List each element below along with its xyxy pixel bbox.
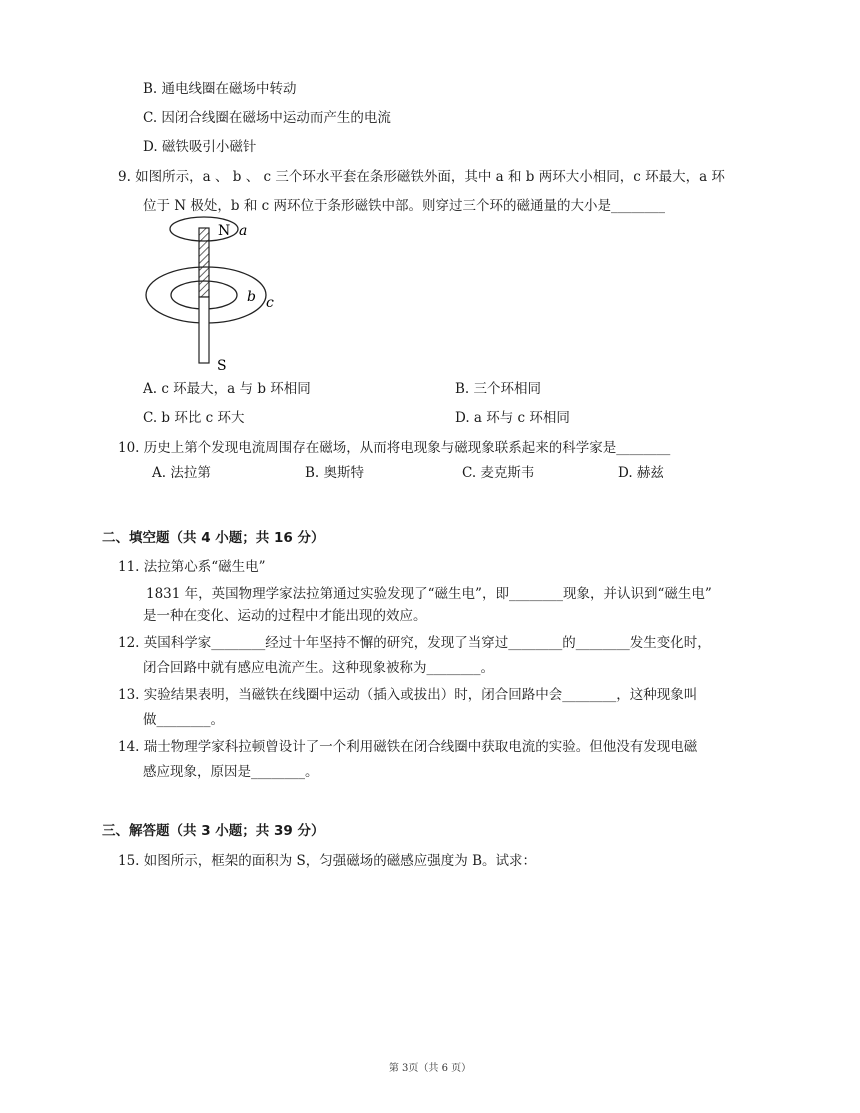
label-c: c [266, 295, 274, 311]
q9-option-d: D. a 环与 c 环相同 [455, 410, 570, 426]
q10-option-c: C. 麦克斯韦 [462, 465, 535, 481]
label-s: S [217, 358, 227, 374]
q9-option-c: C. b 环比 c 环大 [143, 410, 245, 426]
label-a: a [239, 223, 248, 239]
q8-option-d: D. 磁铁吸引小磁针 [143, 139, 257, 155]
section3-heading: 三、解答题（共 3 小题；共 39 分） [102, 823, 325, 839]
q9-stem-line1: 9. 如图所示，a 、 b 、 c 三个环水平套在条形磁铁外面，其中 a 和 b 两环大小相同，c 环最大，a 环 [118, 169, 725, 185]
magnet-n-half [199, 228, 209, 297]
q8-option-b: B. 通电线圈在磁场中转动 [143, 81, 297, 97]
q9-option-a: A. c 环最大，a 与 b 环相同 [143, 381, 311, 397]
label-n: N [218, 223, 231, 239]
q11-stem-line3: 是一种在变化、运动的过程中才能出现的效应。 [143, 608, 427, 624]
q14-stem-line1: 14. 瑞士物理学家科拉顿曾设计了一个利用磁铁在闭合线圈中获取电流的实验。但他没有发现电磁 [118, 739, 698, 755]
q12-stem-line1: 12. 英国科学家________经过十年坚持不懈的研究，发现了当穿过________的________发生变化时， [118, 635, 711, 651]
section2-heading: 二、填空题（共 4 小题；共 16 分） [102, 530, 325, 546]
page-footer: 第 3页（共 6 页） [388, 1063, 472, 1074]
q8-option-c: C. 因闭合线圈在磁场中运动而产生的电流 [143, 110, 391, 126]
q9-option-b: B. 三个环相同 [455, 381, 542, 397]
q10-stem: 10. 历史上第个发现电流周围存在磁场，从而将电现象与磁现象联系起来的科学家是________ [118, 440, 671, 456]
q10-option-d: D. 赫兹 [618, 465, 664, 481]
label-b: b [247, 289, 256, 305]
q11-stem-line2: 1831 年，英国物理学家法拉第通过实验发现了“磁生电”，即________现象，并认识到“磁生电” [146, 586, 712, 602]
q10-option-b: B. 奥斯特 [305, 465, 365, 481]
q11-stem-line1: 11. 法拉第心系“磁生电” [118, 559, 266, 575]
q12-stem-line2: 闭合回路中就有感应电流产生。这种现象被称为________。 [143, 660, 494, 676]
q15-stem: 15. 如图所示，框架的面积为 S，匀强磁场的磁感应强度为 B。试求： [118, 853, 537, 869]
q9-stem-line2: 位于 N 极处，b 和 c 两环位于条形磁铁中部。则穿过三个环的磁通量的大小是________ [143, 198, 665, 214]
q10-option-a: A. 法拉第 [152, 465, 211, 481]
q14-stem-line2: 感应现象，原因是________。 [143, 764, 319, 780]
q13-stem-line2: 做________。 [143, 712, 224, 728]
magnet-rings-figure [140, 216, 285, 374]
magnet-s-half [199, 297, 209, 363]
q13-stem-line1: 13. 实验结果表明，当磁铁在线圈中运动（插入或拔出）时，闭合回路中会________，这种现象叫 [118, 687, 698, 703]
